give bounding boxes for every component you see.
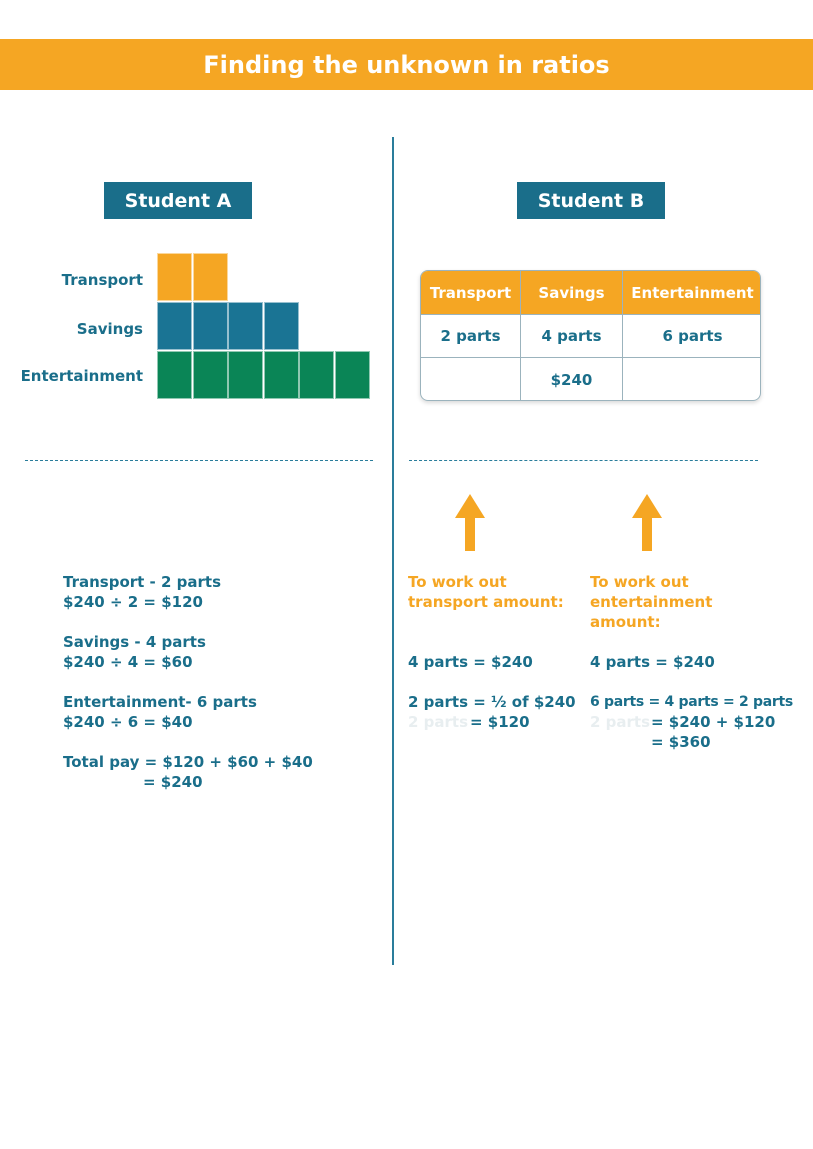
bar-part-entertainment <box>335 351 370 399</box>
bar-part-savings <box>228 302 263 350</box>
vertical-divider <box>392 137 394 965</box>
right-line-1: 4 parts = $240 <box>590 653 715 671</box>
right-line-3: = $240 + $120 <box>651 713 776 731</box>
left-line-1: 4 parts = $240 <box>408 653 533 671</box>
left-line-3-faint: 2 parts <box>408 713 469 731</box>
bar-part-savings <box>157 302 192 350</box>
table-cell-entertainment-amount <box>623 358 761 401</box>
bar-part-entertainment <box>193 351 228 399</box>
table-header-entertainment: Entertainment <box>623 271 761 315</box>
right-heading-1: To work out <box>590 573 689 591</box>
work-transport-1: Transport - 2 parts <box>63 573 222 591</box>
bar-part-entertainment <box>264 351 299 399</box>
work-transport-2: $240 ÷ 2 = $120 <box>63 593 203 611</box>
table-cell-savings-amount: $240 <box>521 358 623 401</box>
left-line-3: = $120 <box>470 713 530 731</box>
work-savings-2: $240 ÷ 4 = $60 <box>63 653 193 671</box>
dashed-divider-left <box>25 460 373 461</box>
work-entertainment-2: $240 ÷ 6 = $40 <box>63 713 193 731</box>
bar-label-transport: Transport <box>61 271 143 289</box>
work-entertainment-1: Entertainment- 6 parts <box>63 693 257 711</box>
bar-part-savings <box>193 302 228 350</box>
student-b-label: Student B <box>517 182 665 219</box>
bar-part-savings <box>264 302 299 350</box>
right-heading-3: amount: <box>590 613 661 631</box>
left-heading-2: transport amount: <box>408 593 564 611</box>
bar-part-entertainment <box>157 351 192 399</box>
work-savings-1: Savings - 4 parts <box>63 633 206 651</box>
table-cell-transport-amount <box>421 358 521 401</box>
left-line-2: 2 parts = ½ of $240 <box>408 693 576 711</box>
left-heading-1: To work out <box>408 573 507 591</box>
right-heading-2: entertainment <box>590 593 713 611</box>
table-header-savings: Savings <box>521 271 623 315</box>
bar-part-transport <box>193 253 228 301</box>
bar-label-entertainment: Entertainment <box>20 367 143 385</box>
bar-part-transport <box>157 253 192 301</box>
right-line-2: 6 parts = 4 parts = 2 parts <box>590 694 793 710</box>
up-arrow-icon <box>632 494 662 552</box>
bar-label-savings: Savings <box>76 320 143 338</box>
table-cell-savings-parts: 4 parts <box>521 315 623 358</box>
right-line-4: = $360 <box>651 733 711 751</box>
right-line-3-faint: 2 parts <box>590 713 651 731</box>
bar-part-entertainment <box>228 351 263 399</box>
dashed-divider-right <box>409 460 758 461</box>
ratio-table <box>420 270 761 401</box>
work-total-2: = $240 <box>143 773 203 791</box>
bar-part-entertainment <box>299 351 334 399</box>
table-cell-transport-parts: 2 parts <box>421 315 521 358</box>
work-total-1: Total pay = $120 + $60 + $40 <box>63 753 313 771</box>
up-arrow-icon <box>455 494 485 552</box>
page-title: Finding the unknown in ratios <box>0 39 813 90</box>
table-header-transport: Transport <box>421 271 521 315</box>
student-a-label: Student A <box>104 182 252 219</box>
table-cell-entertainment-parts: 6 parts <box>623 315 761 358</box>
